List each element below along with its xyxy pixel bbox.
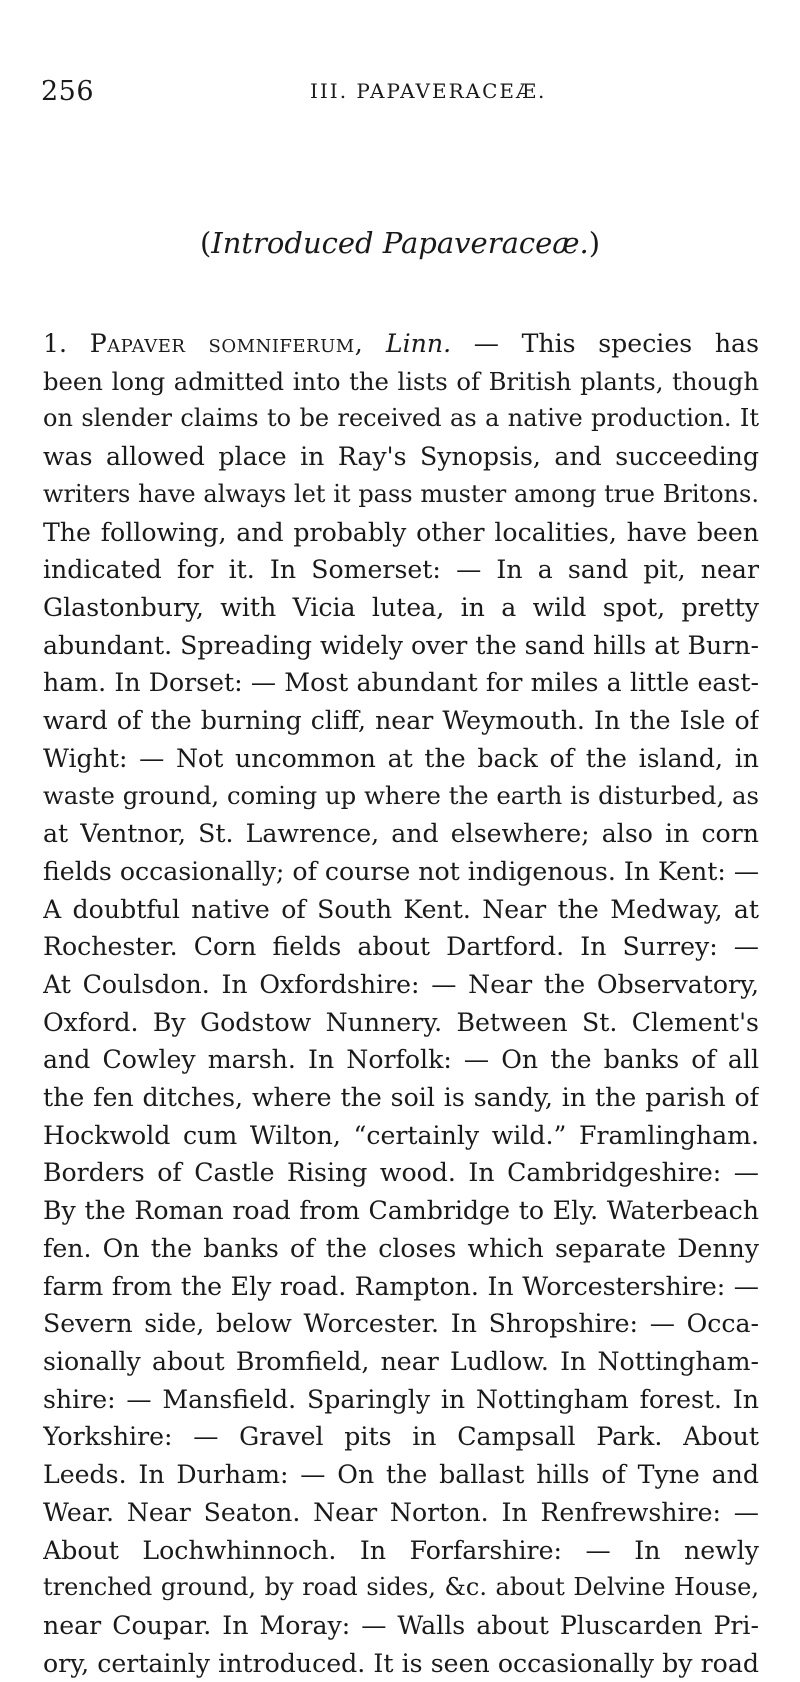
- entry-line: farm from the Ely road. Rampton. In Worcestershire: —: [43, 1271, 759, 1301]
- section-heading: [0, 226, 800, 260]
- entry-line: sionally about Bromfield, near Ludlow. In Nottingham-: [43, 1346, 759, 1376]
- entry-first-line: [43, 325, 759, 363]
- chapter-title: III. PAPAVERACEÆ.: [310, 79, 547, 103]
- heading-close-paren: ): [588, 226, 601, 260]
- entry-line: and Cowley marsh. In Norfolk: — On the banks of all: [43, 1045, 759, 1075]
- species-authority: Linn.: [385, 329, 452, 358]
- entry-line: — This species has: [473, 329, 759, 358]
- entry-line: Oxford. By Godstow Nunnery. Between St. Clement's: [43, 1007, 759, 1037]
- entry-line: Borders of Castle Rising wood. In Cambridgeshire: —: [43, 1158, 759, 1188]
- entry-line: ory, certainly introduced. It is seen occasionally by road: [43, 1648, 759, 1678]
- entry-line: shire: — Mansfield. Sparingly in Nottingham forest. In: [43, 1384, 759, 1414]
- entry-line: Wight: — Not uncommon at the back of the island, in: [43, 743, 759, 773]
- entry-line: Leeds. In Durham: — On the ballast hills of Tyne and: [43, 1460, 759, 1490]
- entry-line: fen. On the banks of the closes which separate Denny: [43, 1233, 759, 1263]
- entry-line: writers have always let it pass muster among true Britons.: [43, 479, 759, 508]
- entry-line: ward of the burning cliff, near Weymouth. In the Isle of: [43, 706, 759, 736]
- entry-line: at Ventnor, St. Lawrence, and elsewhere; also in corn: [43, 819, 759, 849]
- entry-line: near Coupar. In Moray: — Walls about Pluscarden Pri-: [43, 1610, 759, 1640]
- entry-line: the fen ditches, where the soil is sandy, in the parish of: [43, 1083, 759, 1113]
- heading-open-paren: (: [199, 226, 212, 260]
- running-head: [0, 76, 800, 110]
- entry-body: [43, 325, 759, 1682]
- entry-line: was allowed place in Ray's Synopsis, and succeeding: [43, 442, 759, 472]
- entry-line: Yorkshire: — Gravel pits in Campsall Park. About: [43, 1422, 759, 1452]
- entry-line: Rochester. Corn fields about Dartford. In Surrey: —: [43, 932, 759, 962]
- page-number: 256: [41, 76, 95, 107]
- section-heading-text: Introduced Papaveraceæ.: [211, 226, 589, 260]
- entry-line: abundant. Spreading widely over the sand hills at Burn-: [43, 630, 759, 660]
- entry-line: Glastonbury, with Vicia lutea, in a wild spot, pretty: [43, 592, 759, 622]
- entry-number: 1.: [43, 329, 68, 358]
- entry-line: Severn side, below Worcester. In Shropshire: — Occa-: [43, 1309, 759, 1339]
- entry-line: trenched ground, by road sides, &c. about Delvine House,: [43, 1573, 759, 1602]
- entry-line: The following, and probably other localities, have been: [43, 517, 759, 547]
- entry-line: ham. In Dorset: — Most abundant for miles a little east-: [43, 668, 759, 698]
- entry-line: About Lochwhinnoch. In Forfarshire: — In newly: [43, 1535, 759, 1565]
- entry-line: waste ground, coming up where the earth is disturbed, as: [43, 781, 759, 811]
- entry-line: on slender claims to be received as a native production. It: [43, 404, 759, 433]
- entry-line: A doubtful native of South Kent. Near the Medway, at: [43, 894, 759, 924]
- entry-line: Wear. Near Seaton. Near Norton. In Renfrewshire: —: [43, 1497, 759, 1527]
- entry-line: By the Roman road from Cambridge to Ely. Waterbeach: [43, 1196, 759, 1226]
- entry-line: been long admitted into the lists of British plants, though: [43, 366, 759, 396]
- entry-line: At Coulsdon. In Oxfordshire: — Near the Observatory,: [43, 969, 759, 999]
- entry-line: indicated for it. In Somerset: — In a sand pit, near: [43, 555, 759, 585]
- entry-line: fields occasionally; of course not indigenous. In Kent: —: [43, 856, 759, 886]
- species-name: Papaver somniferum,: [89, 329, 364, 358]
- entry-line: Hockwold cum Wilton, “certainly wild.” Framlingham.: [43, 1120, 759, 1150]
